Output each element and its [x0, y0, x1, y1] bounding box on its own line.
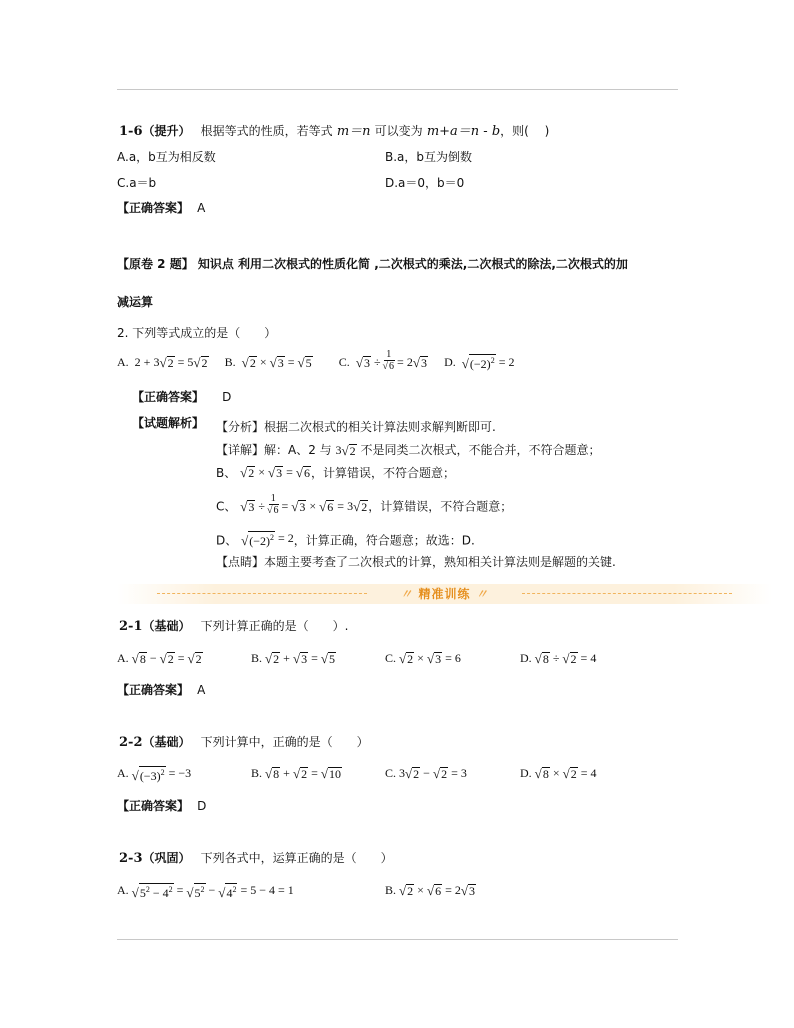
option-c[interactable]: C. √ 2 × √ 3 = 6 — [385, 651, 461, 666]
original-answer-row: 【正确答案】 D — [132, 390, 232, 404]
option-d[interactable]: D. √ 8 × √ 2 = 4 — [520, 766, 597, 781]
question-2-3-stem: 2-3（巩固） 下列各式中，运算正确的是（ ） — [119, 851, 393, 866]
detail-d: D、 √ $(-2)^2$ = 2，计算正确，符合题意；故选：D. — [216, 531, 475, 548]
answer-row — [117, 199, 205, 218]
original-option-b[interactable]: B. √ 2 × √ 3 = √ 5 — [224, 354, 312, 370]
original-option-d[interactable]: D. √ $(-2)^2$ = 2 — [444, 354, 515, 371]
header-rule — [117, 89, 678, 90]
banner-left-deco-icon: 〃 — [400, 587, 414, 601]
option-b[interactable]: B.a，b互为倒数 — [385, 150, 473, 164]
original-answer-value: D — [222, 390, 232, 404]
point-note: 【点睛】本题主要考查了二次根式的计算，熟知相关计算法则是解题的关键. — [216, 555, 616, 569]
original-stem: 2. 下列等式成立的是（ ） — [117, 326, 277, 340]
option-b[interactable]: B. √ 8 + √ 2 = √ 10 — [251, 766, 341, 781]
option-a[interactable]: A. √ 8 − √ 2 = √ 2 — [117, 651, 202, 666]
answer-label: 【正确答案】 — [117, 201, 190, 215]
original-header-cont: 减运算 — [117, 295, 154, 309]
option-a[interactable]: A.a，b互为相反数 — [117, 150, 216, 164]
original-option-a[interactable]: A. 2 + 3 √ 2 = 5 √ 2 — [117, 354, 208, 370]
question-1-6-stem: 1-6（提升） 根据等式的性质，若等式 m＝n 可以变为 m+a＝n - b，则( ) — [119, 124, 550, 139]
banner-right-deco-icon: 〃 — [475, 587, 489, 601]
question-2-1-options — [117, 649, 203, 668]
answer-row — [117, 681, 205, 700]
option-a[interactable]: A. √ $5^2 - 4^2$ = √ $5^2$ − √ $4^2$ = 5 − 4 = 1 — [117, 883, 294, 900]
option-b[interactable]: B. √ 2 + √ 3 = √ 5 — [251, 651, 335, 666]
question-2-1-stem: 2-1（基础） 下列计算正确的是（ ）. — [119, 619, 349, 634]
answer-value: A — [197, 683, 206, 697]
footer-rule — [117, 939, 678, 940]
option-c[interactable]: C.a＝b — [117, 176, 157, 190]
option-a[interactable]: A. √ $(-3)^2$ = −3 — [117, 766, 192, 783]
option-b[interactable]: B. √ 2 × √ 6 = 2 √ 3 — [385, 883, 475, 898]
analysis-summary: 【分析】根据二次根式的相关计算法则求解判断即可. — [216, 420, 496, 434]
option-d[interactable]: D. √ 8 ÷ √ 2 = 4 — [520, 651, 597, 666]
answer-row — [117, 797, 206, 816]
section-banner — [117, 584, 772, 604]
option-d[interactable]: D.a＝0，b＝0 — [385, 176, 465, 190]
option-c[interactable]: C. 3 √ 2 − √ 2 = 3 — [385, 766, 467, 781]
answer-value: A — [197, 201, 206, 215]
original-options — [117, 350, 514, 373]
answer-label: 【正确答案】 — [117, 683, 190, 697]
question-2-2-stem: 2-2（基础） 下列计算中，正确的是（ ） — [119, 735, 369, 750]
original-option-c[interactable]: C. √ 3 ÷ 1 √6 = 2 √ 3 — [338, 349, 427, 372]
answer-value: D — [197, 799, 207, 813]
detail-c: C、 √ 3 ÷ 1 √6 = √ 3 × √ 6 = 3 √ 2 ，计算错误，不符合题意； — [216, 493, 513, 516]
analysis-label: 【试题解析】 — [132, 416, 205, 430]
detail-a: 【详解】解：A、2 与 3 √ 2 不是同类二次根式，不能合并，不符合题意； — [216, 443, 601, 458]
detail-b: B、 √ 2 × √ 3 = √ 6 ，计算错误，不符合题意； — [216, 465, 456, 480]
original-header: 【原卷 2 题】 知识点 利用二次根式的性质化简 ,二次根式的乘法,二次根式的除法,二次根式的加 — [117, 257, 628, 271]
banner-title: 精准训练 — [418, 587, 471, 601]
answer-label: 【正确答案】 — [117, 799, 190, 813]
